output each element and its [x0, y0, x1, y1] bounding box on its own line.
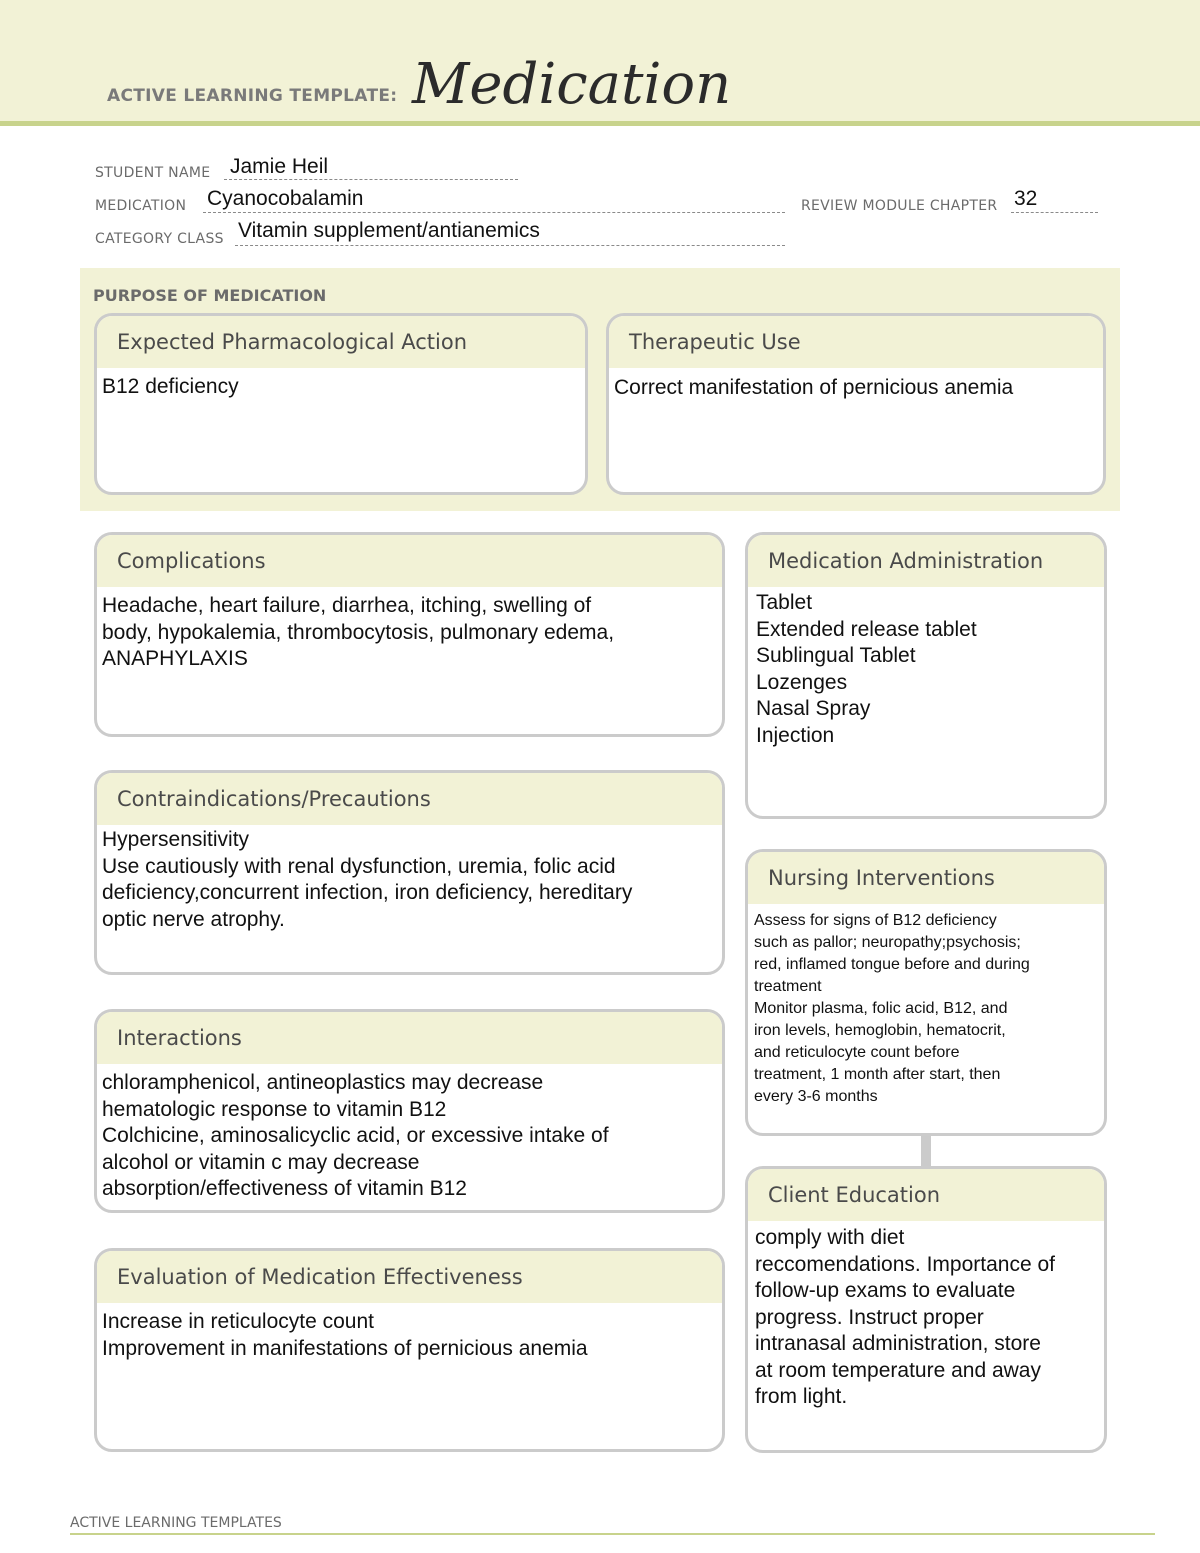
body-line: Headache, heart failure, diarrhea, itching, swelling of [102, 594, 592, 617]
body-line: absorption/effectiveness of vitamin B12 [102, 1177, 467, 1200]
body-line: chloramphenicol, antineoplastics may decrease [102, 1071, 544, 1094]
therapeutic-use-title: Therapeutic Use [609, 316, 1103, 368]
body-line: Increase in reticulocyte count [102, 1310, 374, 1333]
medication-field[interactable]: Cyanocobalamin [207, 187, 364, 210]
administration-body[interactable] [748, 587, 1104, 749]
body-line: Sublingual Tablet [756, 644, 916, 667]
body-line: alcohol or vitamin c may decrease [102, 1150, 420, 1174]
nursing-body[interactable] [748, 904, 1104, 1108]
body-line: treatment, 1 month after start, then [754, 1066, 1001, 1083]
body-line: follow-up exams to evaluate [755, 1279, 1016, 1302]
body-line: hematologic response to vitamin B12 [102, 1097, 447, 1121]
body-line: Extended release tablet [756, 617, 977, 641]
body-line: iron levels, hemoglobin, hematocrit, [754, 1022, 1006, 1039]
interactions-title: Interactions [97, 1012, 722, 1064]
body-line: Hypersensitivity [102, 828, 250, 851]
evaluation-box [94, 1248, 725, 1452]
administration-title: Medication Administration [748, 535, 1104, 587]
body-line: Correct manifestation of pernicious anemia [614, 376, 1014, 399]
medication-line [203, 212, 785, 213]
complications-box [94, 532, 725, 737]
purpose-title: PURPOSE OF MEDICATION [93, 286, 327, 305]
body-line: optic nerve atrophy. [102, 907, 285, 931]
body-line: Injection [756, 723, 835, 747]
nursing-box [745, 849, 1107, 1136]
body-line: and reticulocyte count before [754, 1044, 960, 1061]
body-line: comply with diet [755, 1226, 905, 1249]
body-line: intranasal administration, store [755, 1332, 1041, 1355]
body-line: Colchicine, aminosalicyclic acid, or excessive intake of [102, 1124, 609, 1147]
administration-box [745, 532, 1107, 819]
contraindications-box [94, 770, 725, 975]
body-line: Monitor plasma, folic acid, B12, and [754, 1000, 1008, 1017]
body-line: ANAPHYLAXIS [102, 647, 248, 670]
interactions-body[interactable] [97, 1064, 722, 1203]
student-name-field[interactable]: Jamie Heil [230, 155, 329, 178]
body-line: every 3-6 months [754, 1088, 878, 1105]
template-label: ACTIVE LEARNING TEMPLATE: [107, 86, 398, 106]
student-name-label: STUDENT NAME [95, 165, 211, 181]
nursing-title: Nursing Interventions [748, 852, 1104, 904]
contraindications-title: Contraindications/Precautions [97, 773, 722, 825]
evaluation-body[interactable] [97, 1303, 722, 1362]
chapter-line [1011, 212, 1098, 213]
body-line: Improvement in manifestations of pernicious anemia [102, 1336, 588, 1360]
expected-action-title: Expected Pharmacological Action [97, 316, 585, 368]
footer-label: ACTIVE LEARNING TEMPLATES [70, 1515, 282, 1531]
body-line: reccomendations. Importance of [755, 1252, 1055, 1276]
body-line: Lozenges [756, 670, 848, 694]
therapeutic-use-box [606, 313, 1106, 495]
body-line: such as pallor; neuropathy;psychosis; [754, 934, 1021, 951]
body-line: at room temperature and away [755, 1358, 1041, 1382]
medication-label: MEDICATION [95, 198, 187, 214]
education-body[interactable] [748, 1221, 1104, 1411]
education-box [745, 1166, 1107, 1453]
chapter-label: REVIEW MODULE CHAPTER [801, 198, 998, 214]
complications-title: Complications [97, 535, 722, 587]
chapter-field[interactable]: 32 [1014, 187, 1038, 210]
body-line: from light. [755, 1385, 848, 1408]
body-line: Nasal Spray [756, 697, 871, 720]
category-line [235, 245, 785, 246]
therapeutic-use-body[interactable] [609, 368, 1103, 402]
expected-action-body[interactable] [97, 368, 585, 401]
evaluation-title: Evaluation of Medication Effectiveness [97, 1251, 722, 1303]
body-line: body, hypokalemia, thrombocytosis, pulmonary edema, [102, 620, 615, 644]
category-label: CATEGORY CLASS [95, 231, 224, 247]
template-title: Medication [412, 52, 732, 117]
body-line: Tablet [756, 591, 813, 614]
connector-bar [921, 1134, 931, 1166]
interactions-box [94, 1009, 725, 1213]
education-title: Client Education [748, 1169, 1104, 1221]
header-rule [0, 121, 1200, 126]
category-field[interactable]: Vitamin supplement/antianemics [238, 219, 540, 242]
student-name-line [224, 179, 518, 180]
body-line: progress. Instruct proper [755, 1305, 984, 1329]
complications-body[interactable] [97, 587, 722, 673]
body-line: B12 deficiency [102, 375, 239, 398]
body-line: red, inflamed tongue before and during [754, 956, 1030, 973]
footer-rule [70, 1533, 1155, 1535]
body-line: treatment [754, 978, 822, 995]
body-line: Assess for signs of B12 deficiency [754, 912, 997, 929]
body-line: deficiency,concurrent infection, iron deficiency, hereditary [102, 881, 633, 904]
expected-action-box [94, 313, 588, 495]
body-line: Use cautiously with renal dysfunction, uremia, folic acid [102, 854, 616, 878]
contraindications-body[interactable] [97, 825, 722, 933]
